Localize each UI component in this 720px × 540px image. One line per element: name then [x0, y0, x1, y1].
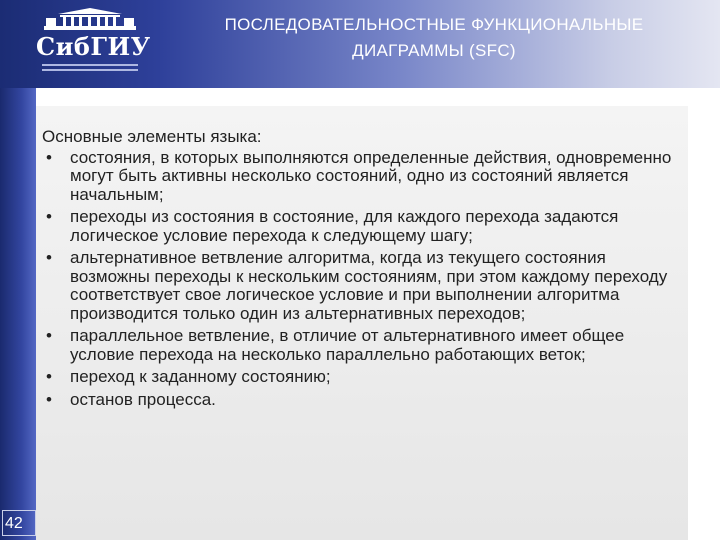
list-item [42, 249, 682, 323]
bullet-icon: • [46, 207, 52, 226]
list-item-text: останов процесса. [70, 389, 216, 409]
bullet-icon: • [46, 367, 52, 386]
list-item-text: переход к заданному состоянию; [70, 367, 331, 386]
list-item [42, 149, 682, 205]
bullet-list [42, 149, 682, 410]
slide-header [0, 0, 720, 88]
list-item-text: параллельное ветвление, в отличие от альтернативного имеет общее условие перехода на несколько параллельно работающих веток; [70, 326, 625, 364]
list-item-text: альтернативное ветвление алгоритма, когда из текущего состояния возможны переходы к нескольким состояниям, при этом каждому переходу соответствует свое логическое условие и при выполнении алгоритма производится только один из альтернативных переходов; [70, 248, 668, 323]
list-item-text: переходы из состояния в состояние, для каждого перехода задаются логическое условие перехода к следующему шагу; [70, 207, 619, 245]
list-item [42, 327, 682, 364]
logo-text: СибГИУ [36, 32, 151, 61]
slide-body [42, 128, 682, 413]
list-item-text: состояния, в которых выполняются определенные действия, одновременно могут быть активны несколько состояний, одно из состояний является начальным; [70, 147, 672, 204]
bullet-icon: • [46, 389, 52, 409]
slide-title [160, 12, 708, 64]
slide-title-line-2: ДИАГРАММЫ (SFC) [352, 41, 516, 60]
slide-number: 42 [2, 510, 36, 536]
list-item [42, 208, 682, 245]
bullet-icon: • [46, 248, 52, 267]
bullet-icon: • [46, 326, 52, 345]
list-item [42, 391, 682, 410]
bullet-icon: • [46, 147, 52, 167]
university-building-icon [36, 6, 144, 32]
logo-caption-lines [42, 64, 138, 74]
slide-title-line-1: ПОСЛЕДОВАТЕЛЬНОСТНЫЕ ФУНКЦИОНАЛЬНЫЕ [224, 15, 644, 34]
university-logo [36, 6, 151, 82]
list-item [42, 368, 682, 387]
intro-text: Основные элементы языка: [42, 127, 262, 146]
